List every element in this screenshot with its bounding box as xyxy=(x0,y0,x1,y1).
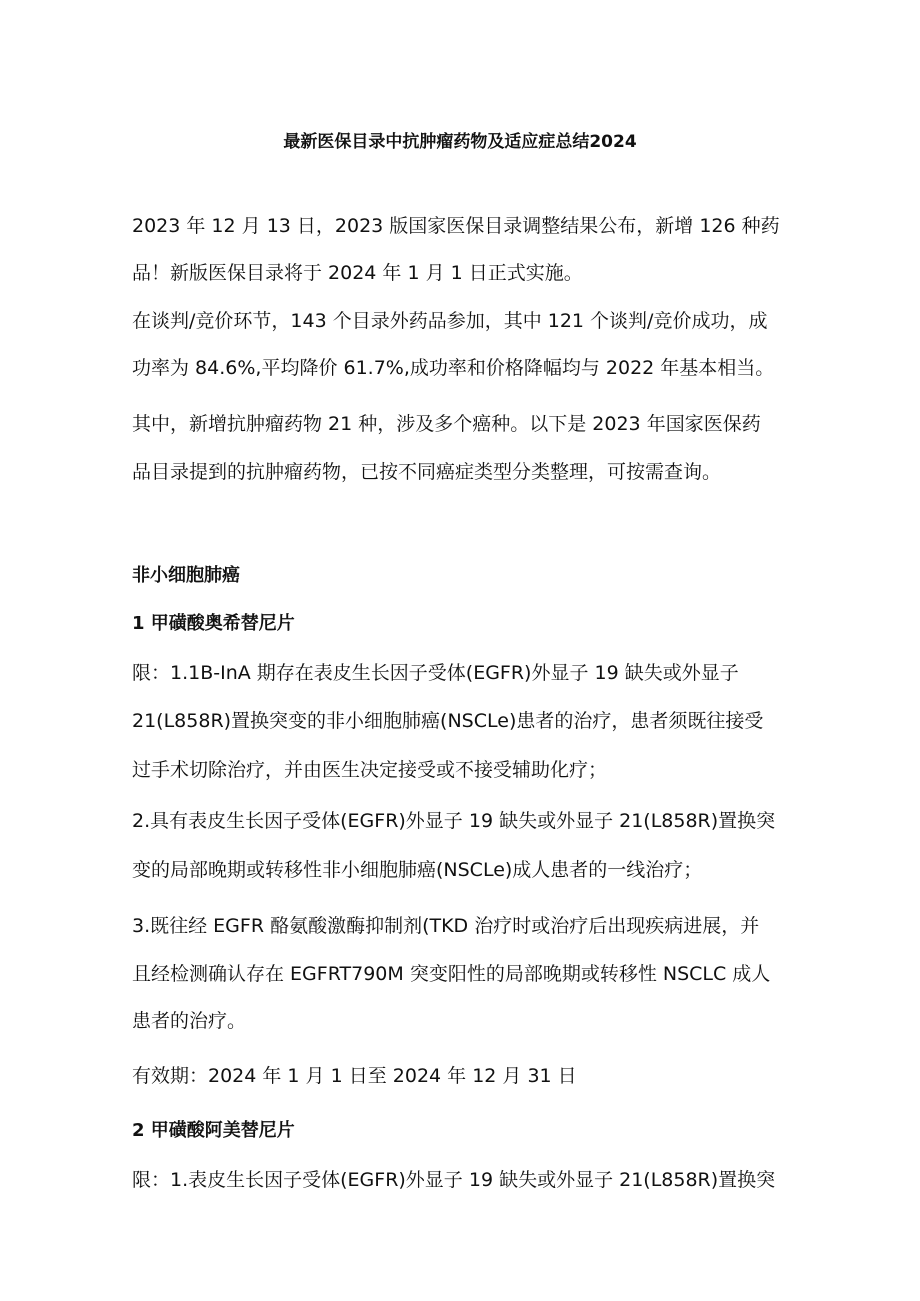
drug-1-limit-2-line-2: 变的局部晚期或转移性非小细胞肺癌(NSCLe)成人患者的一线治疗； xyxy=(132,859,703,881)
intro-paragraph-1-line-2: 品！新版医保目录将于 2024 年 1 月 1 日正式实施。 xyxy=(132,262,583,284)
document-title: 最新医保目录中抗肿瘤药物及适应症总结2024 xyxy=(283,132,637,152)
intro-paragraph-2-line-2: 功率为 84.6%,平均降价 61.7%,成功率和价格降幅均与 2022 年基本相当。 xyxy=(132,357,775,379)
drug-1-limit-2-line-1: 2.具有表皮生长因子受体(EGFR)外显子 19 缺失或外显子 21(L858R)置换突 xyxy=(132,810,776,832)
drug-1-limit-1-line-3: 过手术切除治疗，并由医生决定接受或不接受辅助化疗； xyxy=(132,759,608,781)
drug-1-limit-3-line-3: 患者的治疗。 xyxy=(132,1010,247,1032)
drug-1-name: 1 甲磺酸奥希替尼片 xyxy=(132,613,295,634)
section-heading-nsclc: 非小细胞肺癌 xyxy=(132,565,240,586)
drug-2-name: 2 甲磺酸阿美替尼片 xyxy=(132,1120,295,1141)
drug-1-limit-3-line-2: 且经检测确认存在 EGFRT790M 突变阳性的局部晚期或转移性 NSCLC 成人 xyxy=(132,963,771,985)
drug-1-validity: 有效期：2024 年 1 月 1 日至 2024 年 12 月 31 日 xyxy=(132,1065,577,1087)
intro-paragraph-2-line-1: 在谈判/竞价环节，143 个目录外药品参加，其中 121 个谈判/竞价成功，成 xyxy=(132,310,768,332)
drug-1-limit-1-line-2: 21(L858R)置换突变的非小细胞肺癌(NSCLe)患者的治疗，患者须既往接受 xyxy=(132,710,764,732)
intro-paragraph-3-line-2: 品目录提到的抗肿瘤药物，已按不同癌症类型分类整理，可按需查询。 xyxy=(132,461,722,483)
drug-2-limit-1-line-1: 限：1.表皮生长因子受体(EGFR)外显子 19 缺失或外显子 21(L858R)置换突 xyxy=(132,1169,776,1191)
drug-1-limit-1-line-1: 限：1.1B-InA 期存在表皮生长因子受体(EGFR)外显子 19 缺失或外显子 xyxy=(132,662,739,684)
intro-paragraph-1-line-1: 2023 年 12 月 13 日，2023 版国家医保目录调整结果公布，新增 126 种药 xyxy=(132,215,780,237)
intro-paragraph-3-line-1: 其中，新增抗肿瘤药物 21 种，涉及多个癌种。以下是 2023 年国家医保药 xyxy=(132,413,761,435)
drug-1-limit-3-line-1: 3.既往经 EGFR 酪氨酸激酶抑制剂(TKD 治疗时或治疗后出现疾病进展，并 xyxy=(132,915,760,937)
